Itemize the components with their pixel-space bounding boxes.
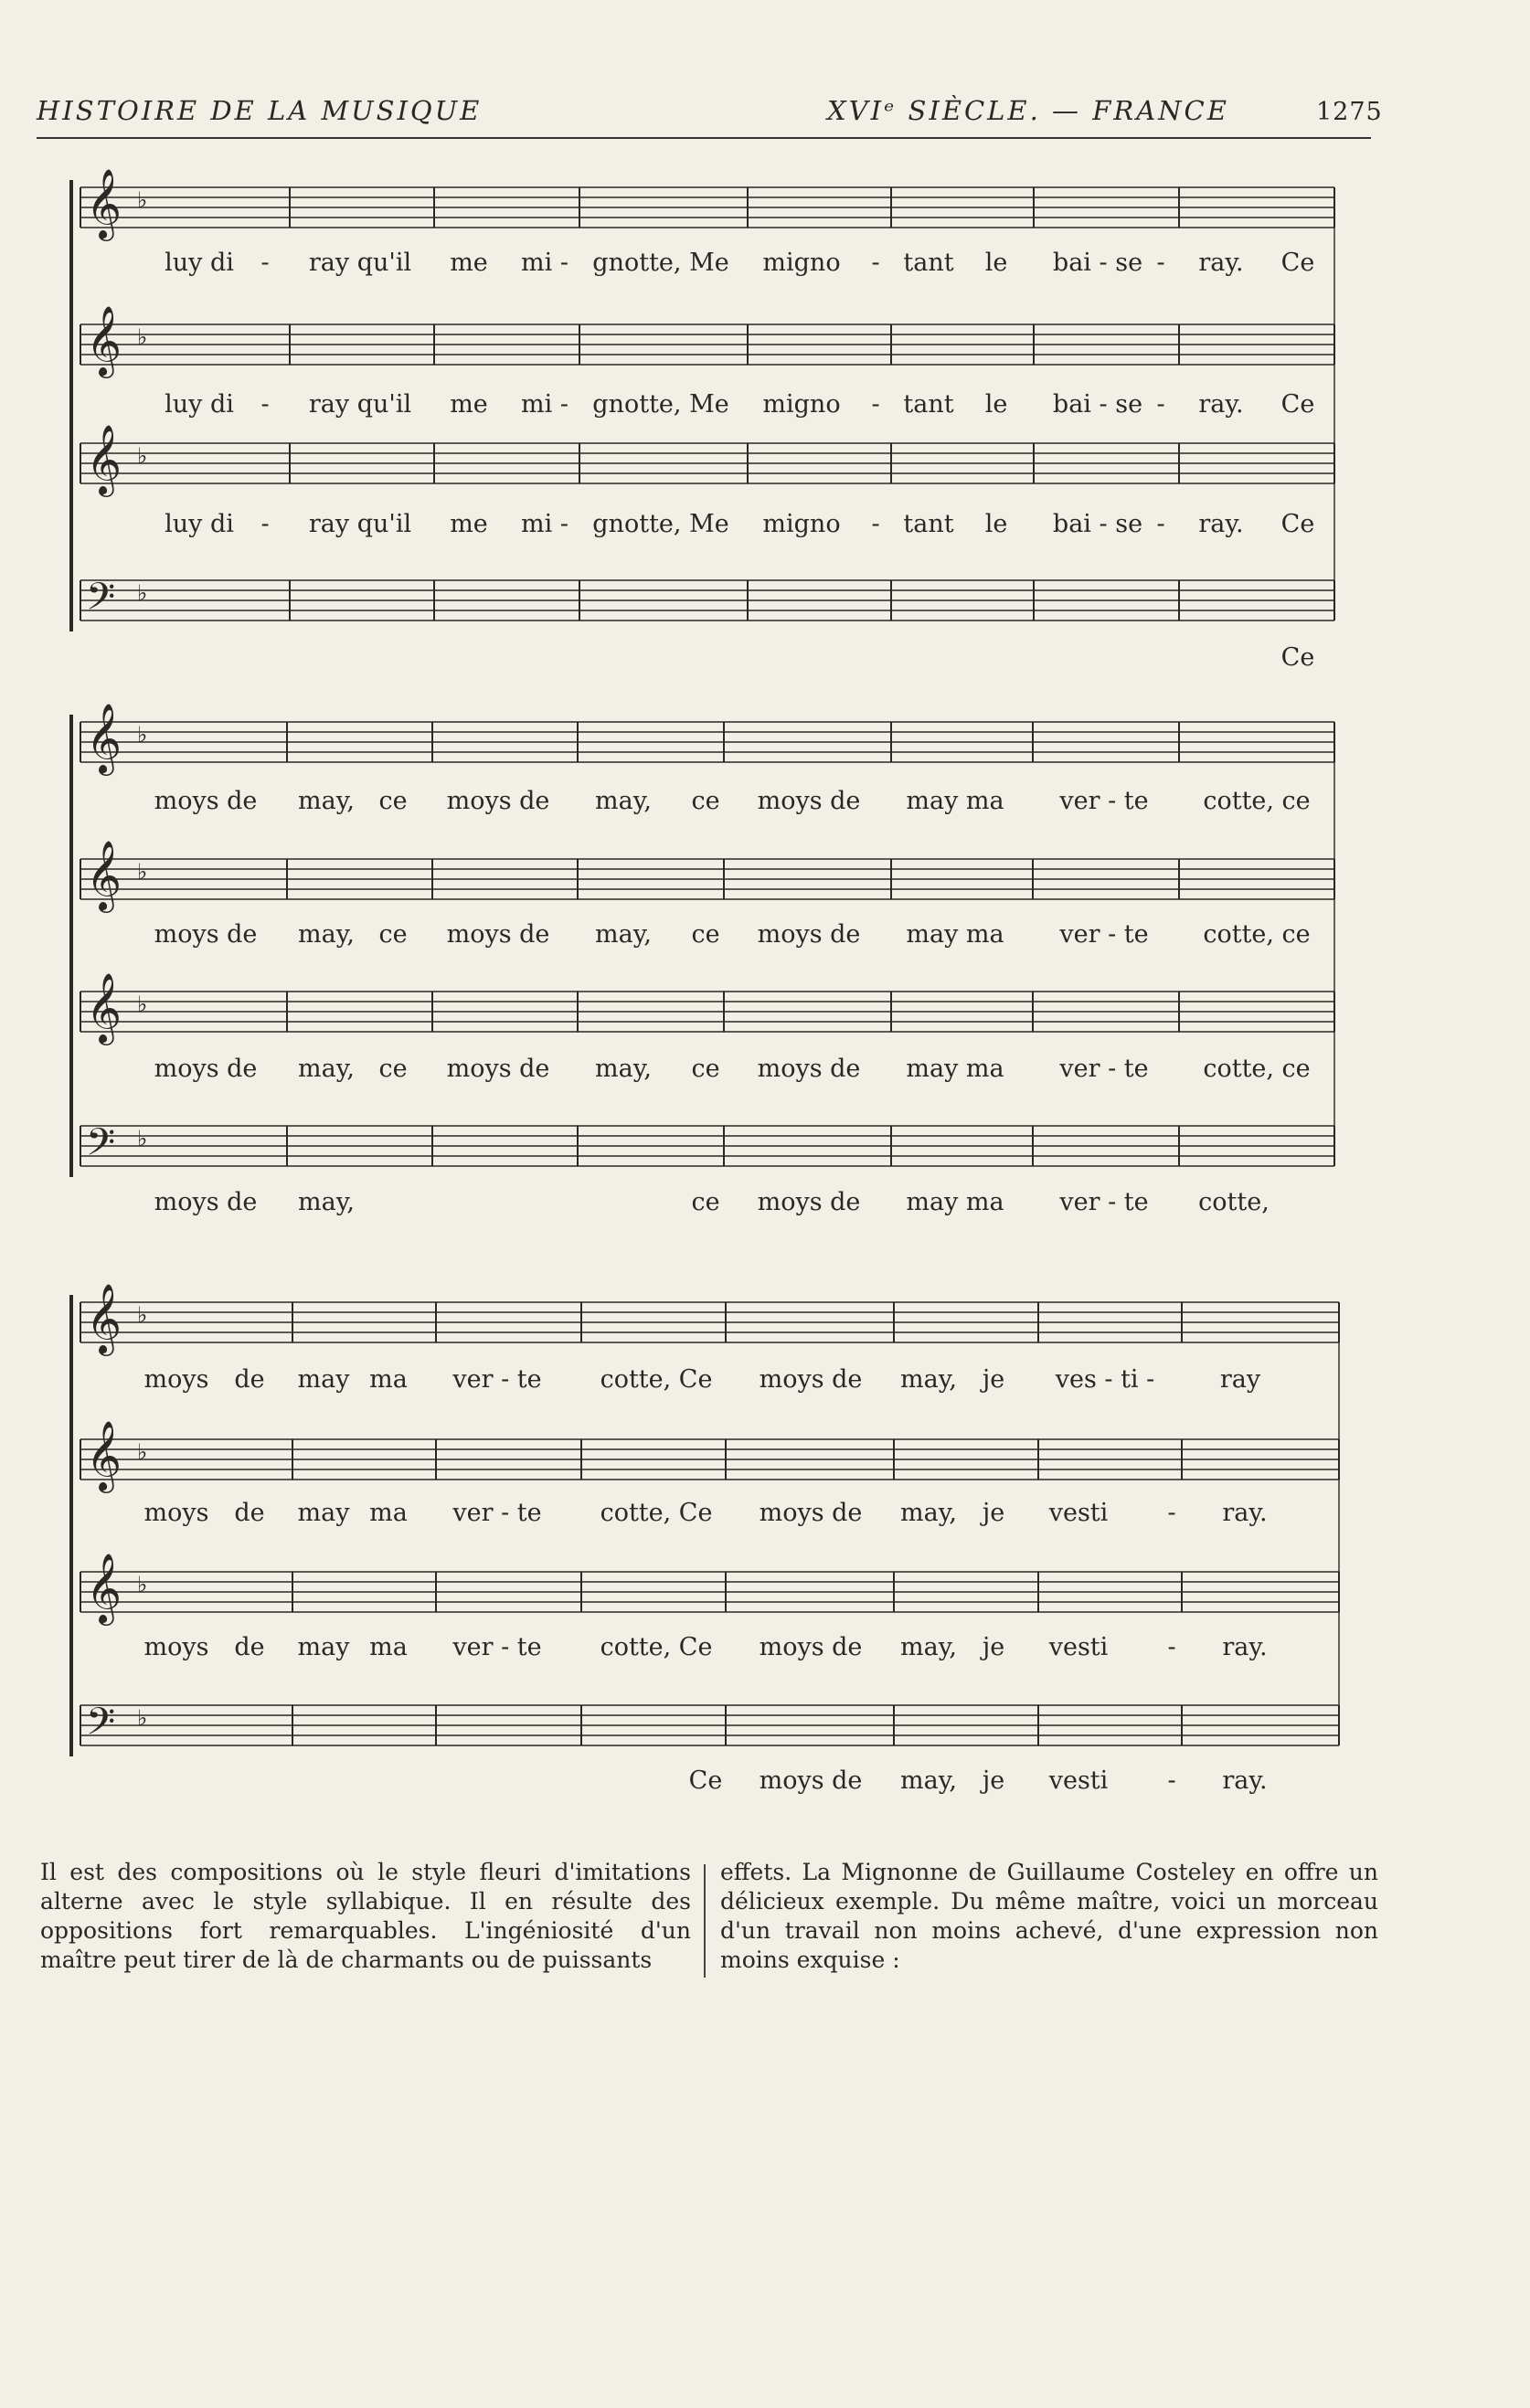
- svg-text:♭: ♭: [137, 324, 148, 350]
- lyric: le: [984, 249, 1008, 277]
- lyric: may: [297, 1365, 350, 1394]
- lyric: may,: [595, 920, 652, 949]
- svg-text:♭: ♭: [137, 992, 148, 1017]
- svg-text:𝄞: 𝄞: [86, 1553, 122, 1623]
- lyric: moys de: [757, 787, 861, 815]
- lyric: cotte, Ce: [600, 1499, 713, 1527]
- lyric: Ce: [1280, 510, 1315, 538]
- lyric: je: [982, 1365, 1005, 1394]
- lyric: ves - ti -: [1055, 1365, 1155, 1394]
- svg-text:♭: ♭: [137, 443, 148, 469]
- lyric: ray: [1219, 1365, 1261, 1394]
- lyric: ver - te: [1059, 920, 1149, 949]
- lyric: le: [984, 390, 1008, 419]
- lyric: cotte, Ce: [600, 1365, 713, 1394]
- bass-lyric: may,: [298, 1188, 355, 1216]
- lyric: moys de: [446, 920, 550, 949]
- svg-text:𝄞: 𝄞: [86, 972, 122, 1043]
- bass-lyric: Ce: [1280, 643, 1315, 672]
- lyric: moys de: [757, 920, 861, 949]
- svg-text:♭: ♭: [137, 1572, 148, 1597]
- svg-text:𝄢: 𝄢: [86, 1700, 116, 1753]
- lyric: cotte, ce: [1203, 787, 1311, 815]
- lyric: mi -: [521, 390, 568, 419]
- lyric: may ma: [906, 1055, 1004, 1083]
- lyric: luy di: [165, 390, 234, 419]
- lyric: moys de: [757, 1055, 861, 1083]
- lyric: -: [1167, 1633, 1176, 1661]
- lyric: ray.: [1198, 390, 1244, 419]
- lyric: ce: [378, 920, 408, 949]
- lyric: ce: [691, 1055, 720, 1083]
- body-paragraph-right: effets. La Mignonne de Guillaume Costeley en offre un délicieux exemple. Du même maître, voici un morceau d'un travail non moins achevé, d'une expression non moins exquise :: [720, 1859, 1378, 1973]
- lyric: ray qu'il: [308, 390, 412, 419]
- bass-lyric: ver - te: [1059, 1188, 1149, 1216]
- lyric: may,: [298, 1055, 355, 1083]
- lyric: de: [234, 1633, 265, 1661]
- lyric: ce: [378, 787, 408, 815]
- lyric: mi -: [521, 249, 568, 277]
- lyric: ray.: [1198, 249, 1244, 277]
- svg-text:𝄢: 𝄢: [86, 1120, 116, 1173]
- lyric: bai - se: [1052, 510, 1143, 538]
- lyric: migno: [762, 510, 841, 538]
- lyric: de: [234, 1499, 265, 1527]
- lyric: tant: [903, 510, 954, 538]
- lyric: ma: [369, 1499, 408, 1527]
- bass-lyric: vesti: [1048, 1766, 1109, 1795]
- lyric: moys de: [759, 1365, 863, 1394]
- lyric: ray qu'il: [308, 249, 412, 277]
- lyric: migno: [762, 390, 841, 419]
- lyric: je: [982, 1633, 1005, 1661]
- lyric: ma: [369, 1633, 408, 1661]
- lyric: le: [984, 510, 1008, 538]
- lyric: mi -: [521, 510, 568, 538]
- lyric: -: [260, 390, 270, 419]
- svg-text:♭: ♭: [137, 580, 148, 606]
- lyric: cotte, ce: [1203, 1055, 1311, 1083]
- bass-lyric: -: [1167, 1766, 1176, 1795]
- bass-lyric: Ce: [688, 1766, 723, 1795]
- svg-text:♭: ♭: [137, 722, 148, 748]
- lyric: ver - te: [452, 1365, 542, 1394]
- bass-lyric: je: [982, 1766, 1005, 1795]
- bass-lyric: ce: [691, 1188, 720, 1216]
- lyric: -: [1167, 1499, 1176, 1527]
- svg-text:♭: ♭: [137, 1126, 148, 1151]
- lyric: may ma: [906, 920, 1004, 949]
- lyric: moys de: [154, 787, 258, 815]
- lyric: tant: [903, 249, 954, 277]
- lyric: moys de: [154, 1055, 258, 1083]
- lyric: may,: [298, 787, 355, 815]
- lyric: ce: [378, 1055, 408, 1083]
- svg-text:♭: ♭: [137, 1705, 148, 1731]
- svg-text:♭: ♭: [137, 1439, 148, 1465]
- lyric: gnotte, Me: [592, 249, 729, 277]
- lyric: ma: [369, 1365, 408, 1394]
- lyric: ver - te: [452, 1499, 542, 1527]
- svg-text:♭: ♭: [137, 187, 148, 213]
- lyric: moys de: [154, 920, 258, 949]
- bass-lyric: may ma: [906, 1188, 1004, 1216]
- lyric: may,: [595, 787, 652, 815]
- lyric: may: [297, 1633, 350, 1661]
- bass-lyric: moys de: [154, 1188, 258, 1216]
- lyric: -: [871, 510, 880, 538]
- lyric: may,: [900, 1365, 957, 1394]
- lyric: bai - se: [1052, 390, 1143, 419]
- lyric: ver - te: [1059, 787, 1149, 815]
- svg-text:♭: ♭: [137, 1302, 148, 1328]
- lyric: -: [1156, 249, 1165, 277]
- page-number: 1275: [1316, 98, 1383, 126]
- lyric: moys de: [446, 787, 550, 815]
- bass-lyric: ray.: [1222, 1766, 1268, 1795]
- lyric: moys de: [446, 1055, 550, 1083]
- lyric: ce: [691, 920, 720, 949]
- bass-lyric: may,: [900, 1766, 957, 1795]
- lyric: gnotte, Me: [592, 390, 729, 419]
- bass-lyric: moys de: [759, 1766, 863, 1795]
- lyric: de: [234, 1365, 265, 1394]
- lyric: ray.: [1198, 510, 1244, 538]
- lyric: may,: [298, 920, 355, 949]
- lyric: bai - se: [1052, 249, 1143, 277]
- bass-lyric: cotte,: [1198, 1188, 1270, 1216]
- svg-text:♭: ♭: [137, 859, 148, 885]
- lyric: Ce: [1280, 249, 1315, 277]
- lyric: -: [1156, 510, 1165, 538]
- svg-text:𝄞: 𝄞: [86, 840, 122, 910]
- svg-text:𝄞: 𝄞: [86, 703, 122, 773]
- lyric: migno: [762, 249, 841, 277]
- lyric: cotte, Ce: [600, 1633, 713, 1661]
- lyric: may,: [595, 1055, 652, 1083]
- lyric: cotte, ce: [1203, 920, 1311, 949]
- svg-text:𝄞: 𝄞: [86, 424, 122, 494]
- lyric: me: [450, 249, 488, 277]
- svg-text:𝄞: 𝄞: [86, 168, 122, 239]
- lyric: tant: [903, 390, 954, 419]
- lyric: luy di: [165, 249, 234, 277]
- lyric: moys: [143, 1365, 209, 1394]
- lyric: vesti: [1048, 1499, 1109, 1527]
- lyric: me: [450, 510, 488, 538]
- lyric: je: [982, 1499, 1005, 1527]
- lyric: may: [297, 1499, 350, 1527]
- lyric: Ce: [1280, 390, 1315, 419]
- lyric: may ma: [906, 787, 1004, 815]
- lyric: moys de: [759, 1499, 863, 1527]
- lyric: gnotte, Me: [592, 510, 729, 538]
- lyric: ver - te: [1059, 1055, 1149, 1083]
- column-separator: [704, 1864, 706, 1978]
- lyric: ray qu'il: [308, 510, 412, 538]
- body-paragraph-left: Il est des compositions où le style fleuri d'imitations alterne avec le style syllabique. Il en résulte des oppositions fort remarquables. L'ingéniosité d'un maître peut tirer de là de charmants ou de puissants: [40, 1859, 691, 1973]
- running-header-section: XVIᵉ SIÈCLE. — FRANCE: [827, 95, 1229, 126]
- lyric: ce: [691, 787, 720, 815]
- lyric: me: [450, 390, 488, 419]
- lyric: moys de: [759, 1633, 863, 1661]
- lyric: -: [260, 510, 270, 538]
- lyric: vesti: [1048, 1633, 1109, 1661]
- lyric: -: [871, 249, 880, 277]
- lyric: luy di: [165, 510, 234, 538]
- lyric: ver - te: [452, 1633, 542, 1661]
- bass-lyric: moys de: [757, 1188, 861, 1216]
- lyric: may,: [900, 1633, 957, 1661]
- lyric: may,: [900, 1499, 957, 1527]
- lyric: ray.: [1222, 1633, 1268, 1661]
- lyric: -: [1156, 390, 1165, 419]
- svg-text:𝄞: 𝄞: [86, 1420, 122, 1490]
- svg-text:𝄢: 𝄢: [86, 575, 116, 628]
- lyric: -: [871, 390, 880, 419]
- svg-text:𝄞: 𝄞: [86, 1283, 122, 1353]
- svg-text:𝄞: 𝄞: [86, 305, 122, 376]
- lyric: moys: [143, 1499, 209, 1527]
- running-header-title: HISTOIRE DE LA MUSIQUE: [37, 95, 483, 126]
- lyric: ray.: [1222, 1499, 1268, 1527]
- lyric: -: [260, 249, 270, 277]
- lyric: moys: [143, 1633, 209, 1661]
